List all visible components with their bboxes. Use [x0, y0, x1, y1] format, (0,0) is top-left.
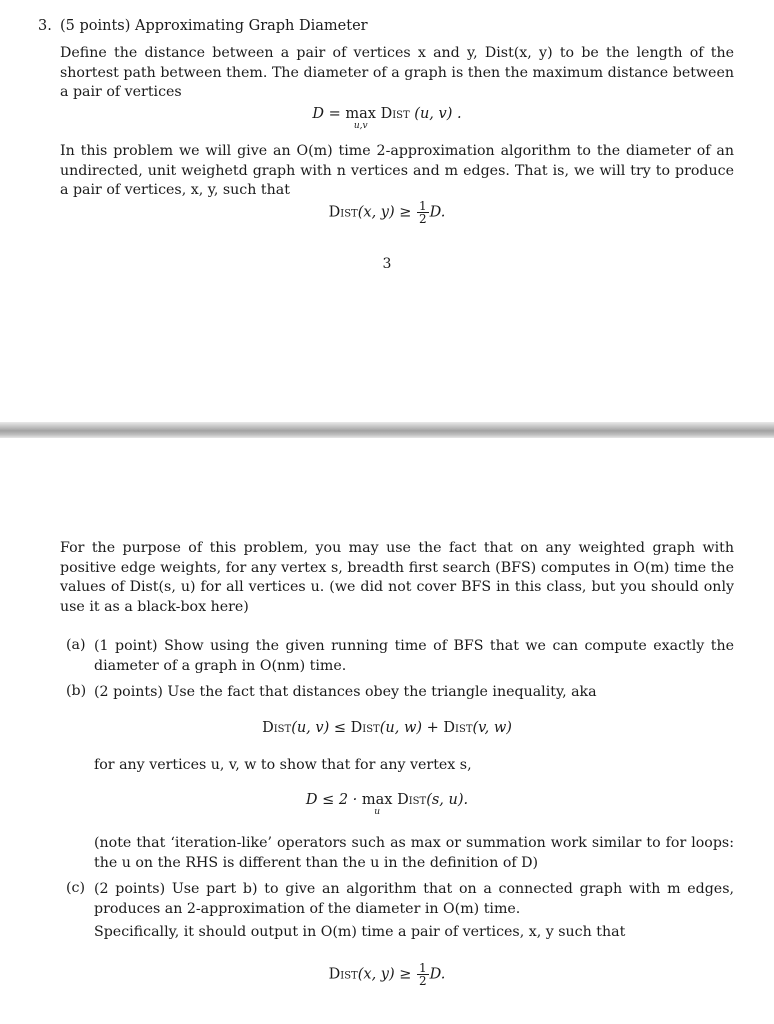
one-half-fraction: $\frac{1}{2}$: [419, 199, 427, 226]
diameter-bound-equation: D ≤ 2 · max u Dist(s, u).: [305, 792, 469, 817]
one-half-fraction-c: $\frac{1}{2}$: [419, 961, 427, 988]
part-c-label: (c): [66, 880, 86, 896]
intro-paragraph-2: In this problem we will give an O(m) time 2-approximation algorithm to the diameter of an undirected, unit weighetd graph with n vertices and m edges. That is, we will try to produce a pair of vertices, x, y, such that: [60, 143, 734, 198]
triangle-inequality-equation: Dist(u, v) ≤ Dist(u, w) + Dist(v, w): [262, 720, 512, 736]
max-operator: max u,v: [345, 106, 376, 131]
part-c-text-2: Specifically, it should output in O(m) time a pair of vertices, x, y such that: [94, 924, 626, 940]
problem-title: (5 points) Approximating Graph Diameter: [60, 18, 368, 34]
max-subscript: u,v: [353, 121, 368, 131]
part-b-text-2: for any vertices u, v, w to show that for any vertex s,: [94, 757, 472, 773]
problem-number: 3.: [38, 18, 52, 34]
part-b-label: (b): [66, 683, 87, 699]
page-number: 3: [382, 256, 392, 272]
page-top: [0, 0, 774, 422]
diameter-equation: D = max u,v Dist (u, v) .: [312, 106, 462, 131]
part-b-note: (note that ‘iteration-like’ operators such as max or summation work similar to for loops: the u on the RHS is different than the u in the definition of D): [94, 835, 734, 871]
intro-paragraph-1: Define the distance between a pair of vertices x and y, Dist(x, y) to be the length of the shortest path between them. The diameter of a graph is then the maximum distance between a pair of vertices: [60, 45, 734, 100]
part-b-text: (2 points) Use the fact that distances obey the triangle inequality, aka: [94, 684, 597, 700]
page-bottom: [0, 438, 774, 1024]
part-c-text: (2 points) Use part b) to give an algorithm that on a connected graph with m edges, produces an 2-approximation of the diameter in O(m) time.: [94, 881, 734, 917]
bfs-paragraph: For the purpose of this problem, you may use the fact that on any weighted graph with positive edge weights, for any vertex s, breadth first search (BFS) computes in O(m) time the values of Dist(s, u) for all vertices u. (we did not cover BFS in this class, but you should only use it as a black-box here): [60, 540, 734, 615]
approx-equation: Dist(x, y) ≥ $\frac{1}{2}$ D.: [328, 199, 446, 226]
part-a-text: (1 point) Show using the given running time of BFS that we can compute exactly the diameter of a graph in O(nm) time.: [94, 638, 734, 674]
part-a-label: (a): [66, 637, 86, 653]
max-subscript-b: u: [374, 807, 381, 817]
max-operator-b: max u: [361, 792, 393, 817]
problem-heading: [38, 18, 368, 34]
part-c-equation: Dist(x, y) ≥ $\frac{1}{2}$ D.: [328, 961, 446, 988]
page-divider: [0, 422, 774, 438]
